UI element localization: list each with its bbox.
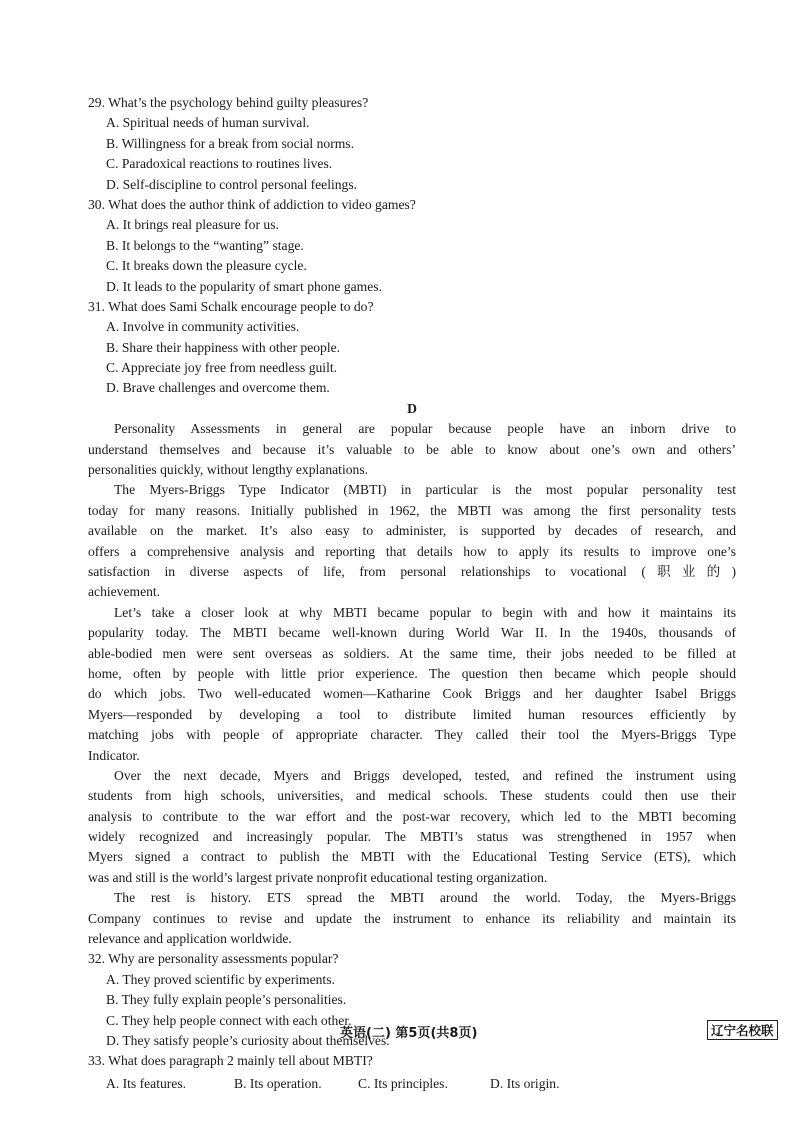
answer-option[interactable]: D. They satisfy people’s curiosity about themselves. [106,1032,390,1048]
answer-option[interactable]: A. Spiritual needs of human survival. [106,115,310,131]
question-stem: 32. Why are personality assessments popular? [88,951,339,967]
passage-line: understand themselves and because it’s valuable to be able to know about one’s own and others’ [88,441,736,457]
answer-option[interactable]: D. Brave challenges and overcome them. [106,380,330,396]
answer-option[interactable]: C. They help people connect with each other. [106,1012,352,1028]
answer-option[interactable]: B. Its operation. [234,1075,322,1091]
answer-option[interactable]: C. Its principles. [358,1075,448,1091]
answer-option[interactable]: D. It leads to the popularity of smart phone games. [106,278,382,294]
answer-option[interactable]: C. Paradoxical reactions to routines lives. [106,156,333,172]
passage-line: personalities quickly, without lengthy explanations. [88,462,369,478]
answer-option[interactable]: B. They fully explain people’s personalities. [106,992,347,1008]
passage-line: was and still is the world’s largest private nonprofit educational testing organization. [88,869,548,885]
answer-option[interactable]: A. They proved scientific by experiments. [106,971,335,987]
question-stem: 30. What does the author think of addiction to video games? [88,196,416,212]
passage-line: offers a comprehensive analysis and reporting that details how to apply its results to improve one’s [88,543,736,559]
passage-line: Indicator. [88,747,140,763]
answer-option[interactable]: A. Its features. [106,1075,187,1091]
passage-line: The Myers-Briggs Type Indicator (MBTI) in particular is the most popular personality test [114,482,736,498]
school-league-stamp: 辽宁名校联 [707,1020,778,1040]
passage-line: analysis to contribute to the war effort and the post-war recovery, which led to the MBTI becoming [88,808,736,824]
answer-option[interactable]: A. It brings real pleasure for us. [106,217,279,233]
exam-page [88,93,736,1094]
page-number: 英语(二) 第5页(共8页) [340,1026,478,1041]
passage-line: relevance and application worldwide. [88,931,292,947]
passage-line: do which jobs. Two well-educated women—Katharine Cook Briggs and her daughter Isabel Briggs [88,686,736,702]
passage-line: students from high schools, universities, and medical schools. These students could then use their [88,788,736,804]
passage-line: Let’s take a closer look at why MBTI became popular to begin with and how it maintains its [114,604,736,620]
passage-line: popularity today. The MBTI became well-known during World War II. In the 1940s, thousands of [88,625,736,641]
question-stem: 29. What’s the psychology behind guilty pleasures? [88,95,369,110]
passage-line: Over the next decade, Myers and Briggs developed, tested, and refined the instrument using [114,767,736,783]
passage-line: achievement. [88,584,161,600]
answer-option[interactable]: C. Appreciate joy free from needless guilt. [106,360,338,376]
passage-line: Myers—responded by developing a tool to distribute limited human resources efficiently by [88,706,736,722]
passage-line: matching jobs with people of appropriate character. They called their tool the Myers-Briggs Type [88,727,736,743]
question-stem: 33. What does paragraph 2 mainly tell about MBTI? [88,1053,373,1069]
answer-option[interactable]: B. Willingness for a break from social norms. [106,135,354,151]
passage-line: Company continues to revise and update the instrument to enhance its reliability and maintain its [88,910,736,926]
section-title: D [407,400,417,416]
passage-line: satisfaction in diverse aspects of life, from personal relationships to vocational (职业的) [88,563,736,579]
passage-line: widely recognized and increasingly popular. The MBTI’s status was strengthened in 1957 when [88,829,736,845]
passage-line: today for many reasons. Initially published in 1962, the MBTI was among the first personality tests [88,502,736,518]
answer-option[interactable]: B. It belongs to the “wanting” stage. [106,237,304,253]
passage-line: available on the market. It’s also easy to administer, is supported by decades of research, and [88,523,736,539]
passage-line: home, often by people with little prior experience. The question then became which people should [88,665,736,681]
passage-line: Personality Assessments in general are popular because people have an inborn drive to [114,421,736,437]
passage-line: able-bodied men were sent overseas as soldiers. At the same time, their jobs needed to be filled at [88,645,736,661]
question-stem: 31. What does Sami Schalk encourage people to do? [88,298,374,314]
answer-option[interactable]: B. Share their happiness with other people. [106,339,341,355]
answer-option[interactable]: C. It breaks down the pleasure cycle. [106,258,307,274]
answer-options-row [88,1074,736,1094]
answer-option[interactable]: D. Self-discipline to control personal feelings. [106,176,358,192]
passage-line: Myers signed a contract to publish the MBTI with the Educational Testing Service (ETS), which [88,849,736,865]
answer-option[interactable]: D. Its origin. [490,1075,560,1091]
passage-line: The rest is history. ETS spread the MBTI around the world. Today, the Myers-Briggs [114,890,736,906]
answer-option[interactable]: A. Involve in community activities. [106,319,300,335]
